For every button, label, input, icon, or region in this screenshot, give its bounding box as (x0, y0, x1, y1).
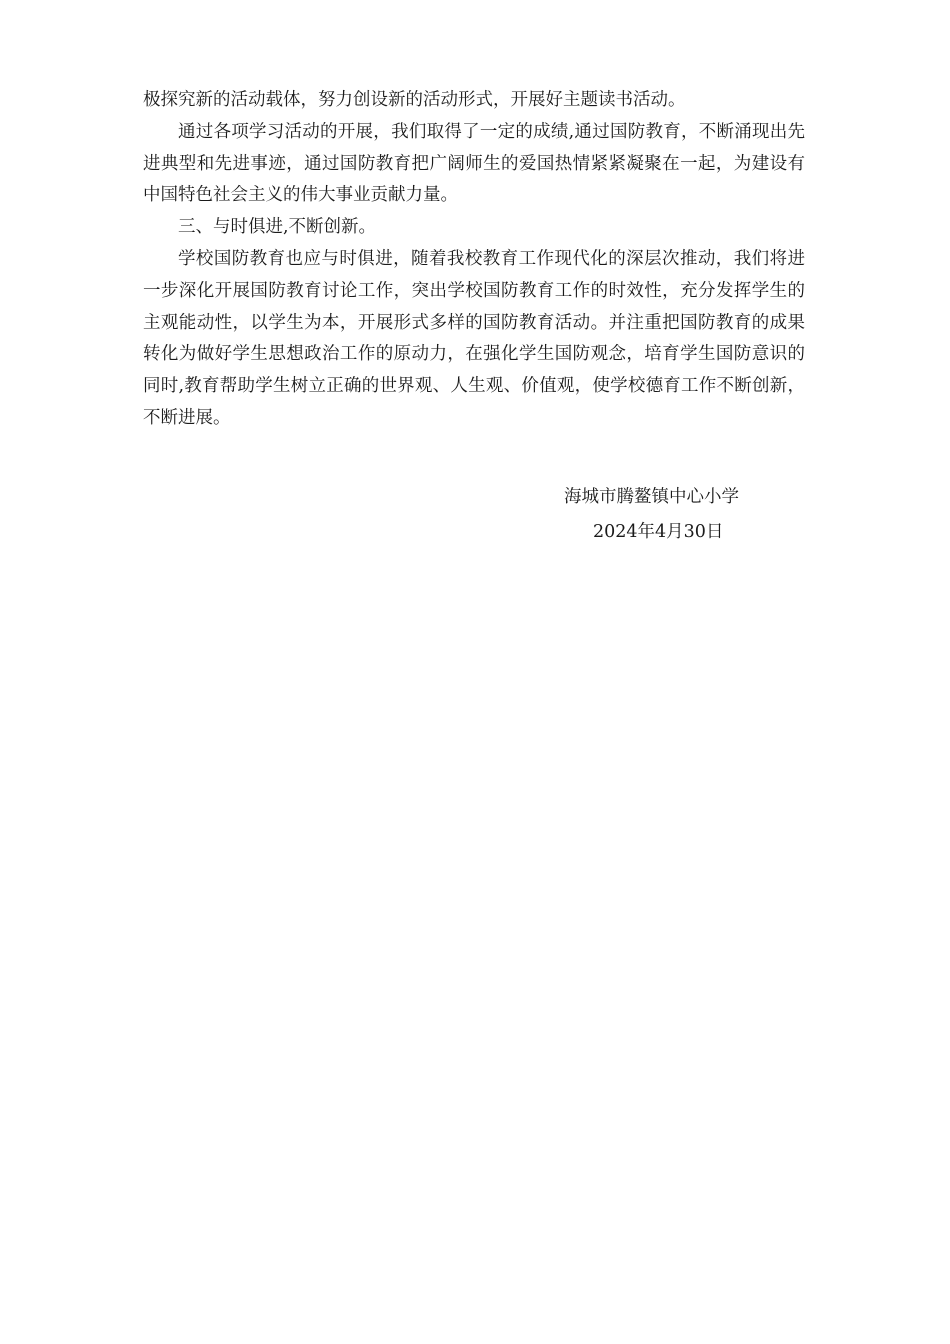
document-body (143, 85, 805, 435)
signature-date: 2024年4月30日 (593, 522, 724, 542)
signature-school-name: 海城市腾鳌镇中心小学 (564, 487, 739, 507)
paragraph-achievements: 通过各项学习活动的开展，我们取得了一定的成绩,通过国防教育，不断涌现出先进典型和先进事迹，通过国防教育把广阔师生的爱国热情紧紧凝聚在一起，为建设有中国特色社会主义的伟大事业贡献力量。 (143, 121, 805, 206)
paragraph-continuation: 极探究新的活动载体，努力创设新的活动形式，开展好主题读书活动。 (143, 90, 686, 110)
section-heading-innovation: 三、与时俱进,不断创新。 (178, 217, 377, 238)
paragraph-innovation: 学校国防教育也应与时俱进，随着我校教育工作现代化的深层次推动，我们将进一步深化开展国防教育讨论工作，突出学校国防教育工作的时效性，充分发挥学生的主观能动性，以学生为本，开展形式多样的国防教育活动。并注重把国防教育的成果转化为做好学生思想政治工作的原动力，在强化学生国防观念，培育学生国防意识的同时,教育帮助学生树立正确的世界观、人生观、价值观，使学校德育工作不断创新，不断进展。 (143, 248, 805, 428)
